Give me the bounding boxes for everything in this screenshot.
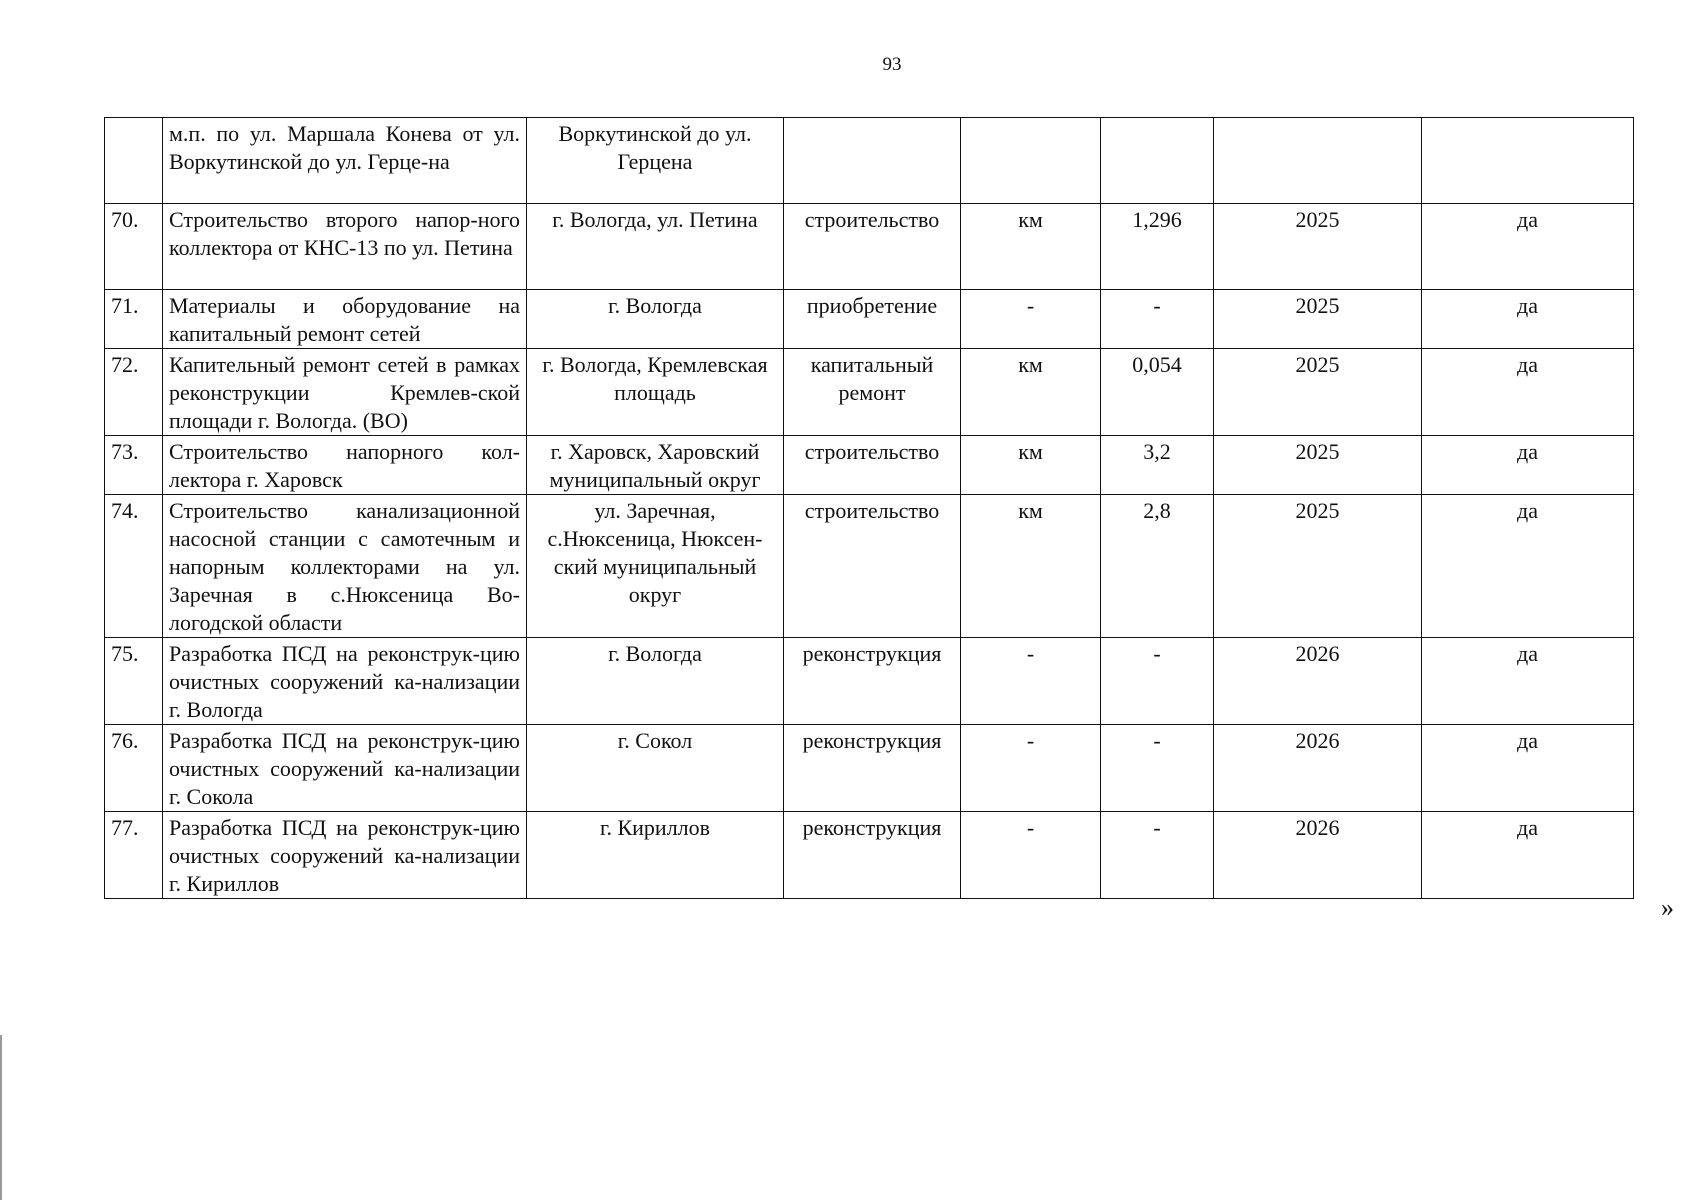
- unit: км: [961, 436, 1101, 495]
- row-number: 77.: [105, 812, 163, 899]
- row-number: 73.: [105, 436, 163, 495]
- project-name: Строительство канализационной насосной станции с самотечным и напорным коллекторами на ул. Заречная в с.Нюксеница Во-логодской области: [163, 495, 527, 638]
- row-number: [105, 118, 163, 204]
- unit: км: [961, 349, 1101, 436]
- year: [1214, 118, 1422, 204]
- year: 2025: [1214, 349, 1422, 436]
- flag: да: [1422, 290, 1634, 349]
- unit: -: [961, 638, 1101, 725]
- work-type: [784, 118, 961, 204]
- row-number: 76.: [105, 725, 163, 812]
- unit: км: [961, 204, 1101, 290]
- table-row: [105, 349, 1634, 436]
- row-number: 71.: [105, 290, 163, 349]
- table-row: [105, 118, 1634, 204]
- unit: [961, 118, 1101, 204]
- project-name: Материалы и оборудование на капитальный ремонт сетей: [163, 290, 527, 349]
- unit: км: [961, 495, 1101, 638]
- unit: -: [961, 725, 1101, 812]
- project-location: г. Кириллов: [527, 812, 784, 899]
- work-type: реконструкция: [784, 638, 961, 725]
- work-type: строительство: [784, 204, 961, 290]
- project-location: г. Сокол: [527, 725, 784, 812]
- row-number: 70.: [105, 204, 163, 290]
- row-number: 75.: [105, 638, 163, 725]
- flag: да: [1422, 436, 1634, 495]
- flag: да: [1422, 204, 1634, 290]
- table-row: [105, 725, 1634, 812]
- quantity: -: [1101, 638, 1214, 725]
- project-name: Разработка ПСД на реконструк-цию очистных сооружений ка-нализации г. Вологда: [163, 638, 527, 725]
- quantity: 3,2: [1101, 436, 1214, 495]
- year: 2025: [1214, 436, 1422, 495]
- table-row: [105, 638, 1634, 725]
- quantity: [1101, 118, 1214, 204]
- page-number: 93: [882, 54, 902, 75]
- project-location: г. Вологда, ул. Петина: [527, 204, 784, 290]
- work-type: капитальный ремонт: [784, 349, 961, 436]
- project-name: м.п. по ул. Маршала Конева от ул. Воркутинской до ул. Герце-на: [163, 118, 527, 204]
- row-number: 72.: [105, 349, 163, 436]
- quantity: -: [1101, 725, 1214, 812]
- unit: -: [961, 290, 1101, 349]
- work-type: строительство: [784, 495, 961, 638]
- project-location: г. Харовск, Харовский муниципальный округ: [527, 436, 784, 495]
- table-row: [105, 436, 1634, 495]
- year: 2025: [1214, 204, 1422, 290]
- year: 2026: [1214, 725, 1422, 812]
- flag: да: [1422, 349, 1634, 436]
- closing-quote-mark: »: [1661, 893, 1674, 922]
- flag: [1422, 118, 1634, 204]
- table-row: [105, 495, 1634, 638]
- year: 2025: [1214, 290, 1422, 349]
- project-name: Разработка ПСД на реконструк-цию очистных сооружений ка-нализации г. Кириллов: [163, 812, 527, 899]
- project-name: Капительный ремонт сетей в рамках реконструкции Кремлев-ской площади г. Вологда. (ВО): [163, 349, 527, 436]
- row-number: 74.: [105, 495, 163, 638]
- project-location: г. Вологда, Кремлевская площадь: [527, 349, 784, 436]
- table-row: [105, 290, 1634, 349]
- quantity: -: [1101, 812, 1214, 899]
- quantity: 2,8: [1101, 495, 1214, 638]
- year: 2026: [1214, 812, 1422, 899]
- work-type: реконструкция: [784, 812, 961, 899]
- scan-edge-line: [0, 1035, 2, 1200]
- project-location: г. Вологда: [527, 290, 784, 349]
- work-type: строительство: [784, 436, 961, 495]
- project-name: Строительство напорного кол-лектора г. Харовск: [163, 436, 527, 495]
- work-type: реконструкция: [784, 725, 961, 812]
- flag: да: [1422, 812, 1634, 899]
- project-name: Строительство второго напор-ного коллектора от КНС-13 по ул. Петина: [163, 204, 527, 290]
- projects-table: [104, 117, 1634, 899]
- quantity: -: [1101, 290, 1214, 349]
- table-row: [105, 204, 1634, 290]
- year: 2026: [1214, 638, 1422, 725]
- project-location: ул. Заречная, с.Нюксеница, Нюксен-ский муниципальный округ: [527, 495, 784, 638]
- flag: да: [1422, 495, 1634, 638]
- work-type: приобретение: [784, 290, 961, 349]
- project-location: г. Вологда: [527, 638, 784, 725]
- flag: да: [1422, 638, 1634, 725]
- quantity: 1,296: [1101, 204, 1214, 290]
- quantity: 0,054: [1101, 349, 1214, 436]
- year: 2025: [1214, 495, 1422, 638]
- project-name: Разработка ПСД на реконструк-цию очистных сооружений ка-нализации г. Сокола: [163, 725, 527, 812]
- flag: да: [1422, 725, 1634, 812]
- unit: -: [961, 812, 1101, 899]
- project-location: Воркутинской до ул. Герцена: [527, 118, 784, 204]
- table-row: [105, 812, 1634, 899]
